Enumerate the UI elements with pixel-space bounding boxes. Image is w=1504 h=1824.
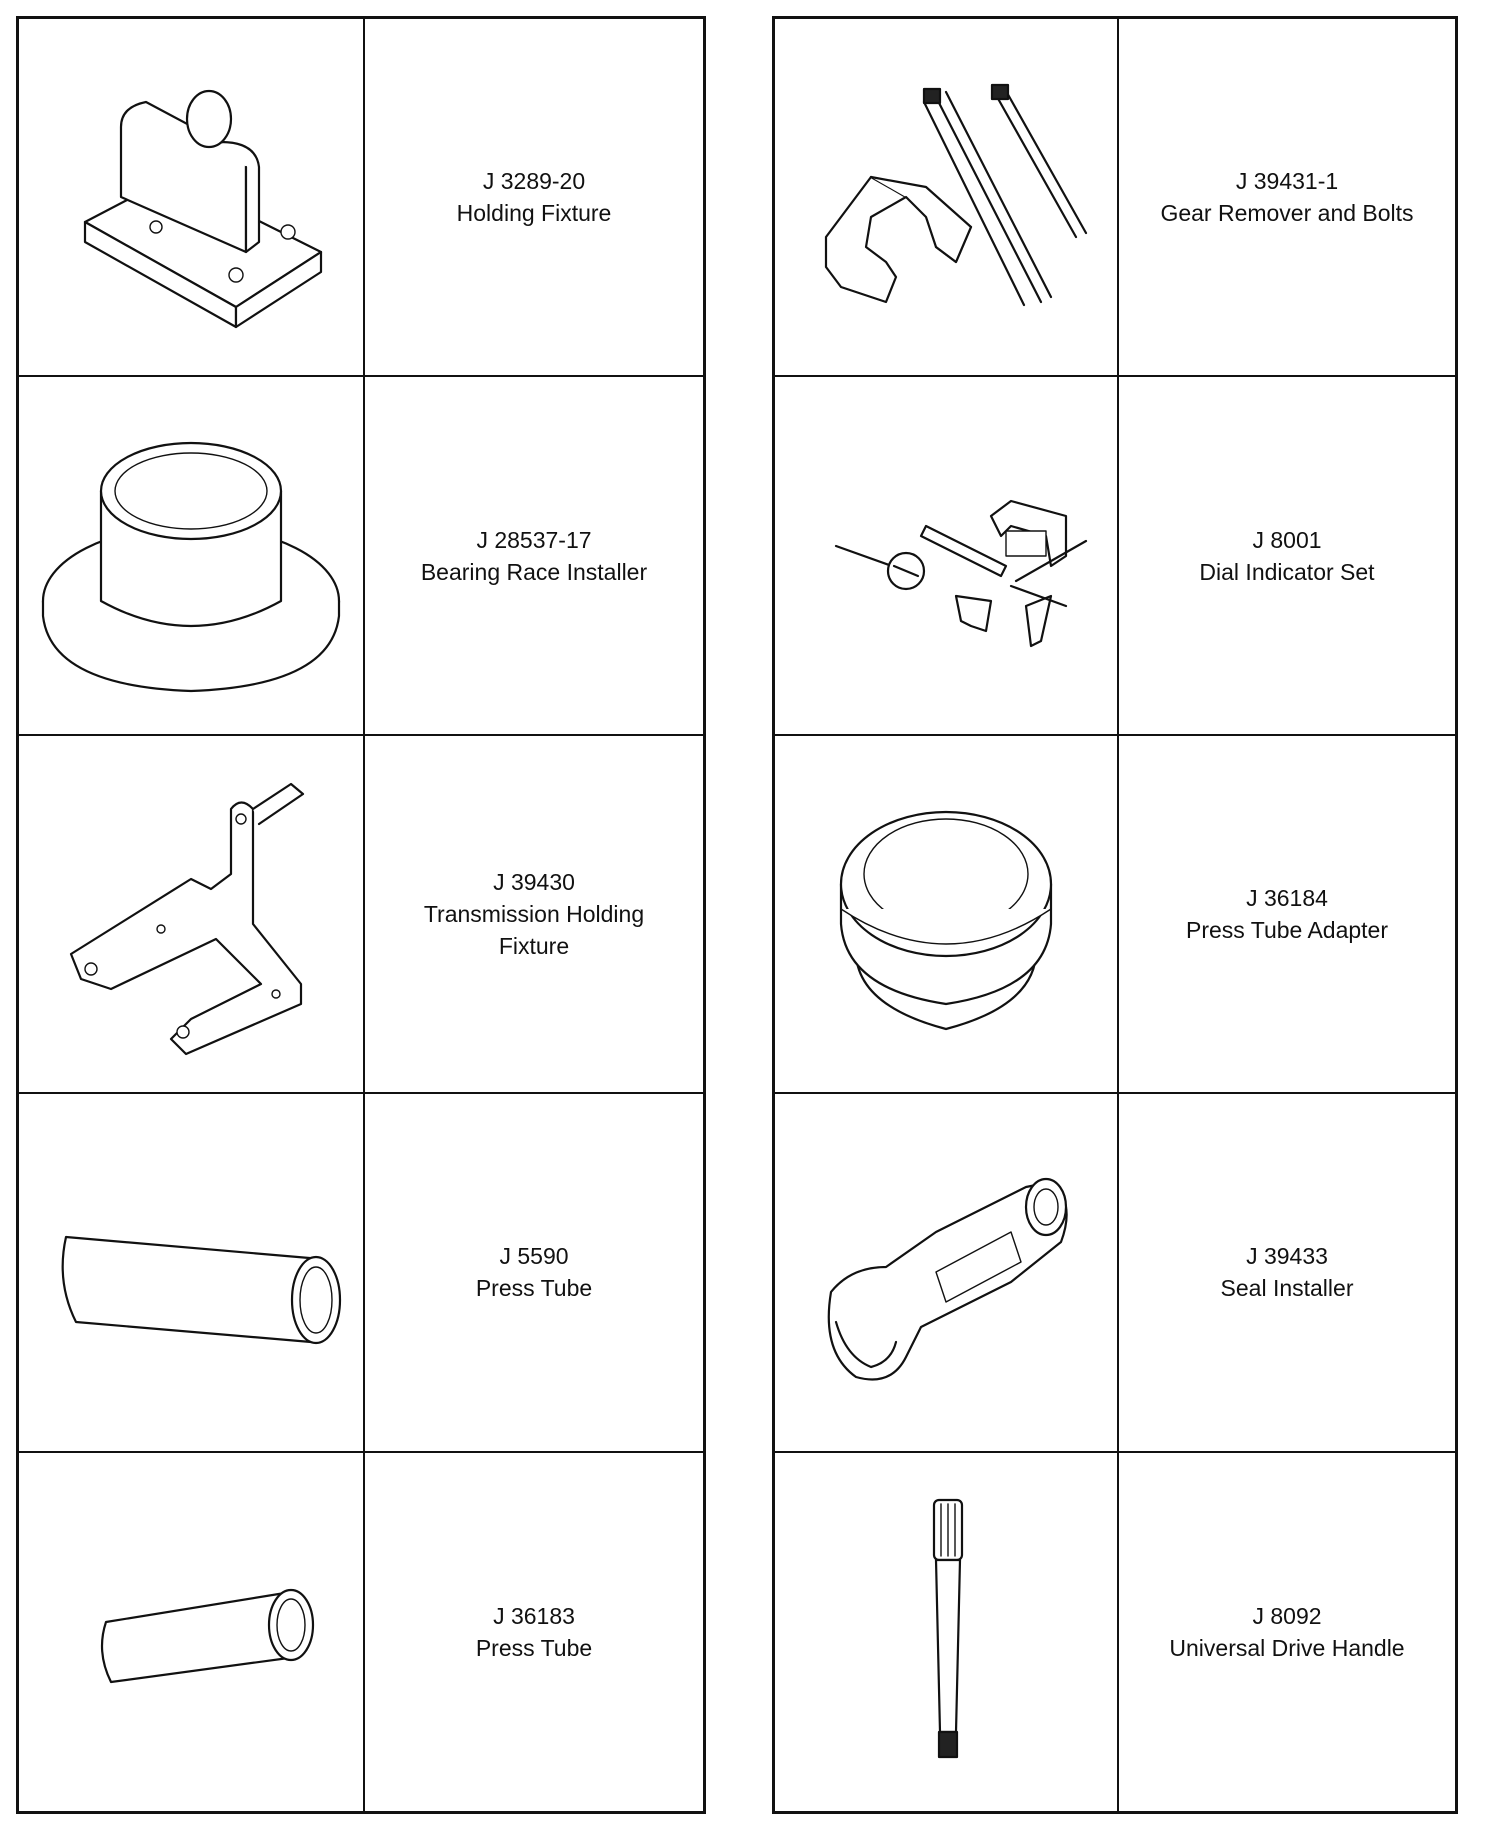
press-tube-adapter-icon bbox=[775, 736, 1119, 1094]
tool-number: J 39431-1 bbox=[1235, 168, 1339, 195]
tool-name: Press Tube bbox=[475, 1275, 593, 1302]
tool-name: Press Tube Adapter bbox=[1185, 916, 1388, 943]
holding-fixture-icon bbox=[19, 19, 365, 377]
press-tube-icon bbox=[19, 1094, 365, 1452]
tool-number: J 5590 bbox=[499, 1243, 569, 1270]
tool-number: J 39433 bbox=[1246, 1243, 1328, 1270]
tool-name: Holding Fixture bbox=[456, 200, 612, 227]
tool-label-cell bbox=[365, 1453, 703, 1811]
universal-drive-handle-icon bbox=[775, 1453, 1119, 1811]
tool-name: Seal Installer bbox=[1220, 1275, 1354, 1302]
press-tube-small-icon bbox=[19, 1453, 365, 1811]
bearing-race-installer-icon bbox=[19, 377, 365, 735]
gear-remover-icon bbox=[775, 19, 1119, 377]
tool-label-cell bbox=[1119, 1094, 1455, 1452]
tool-name: Bearing Race Installer bbox=[420, 558, 648, 585]
tool-number: J 8092 bbox=[1252, 1602, 1322, 1629]
tool-number: J 36183 bbox=[493, 1602, 575, 1629]
tool-name: Dial Indicator Set bbox=[1199, 558, 1375, 585]
tool-label-cell bbox=[365, 19, 703, 377]
tool-name: Press Tube bbox=[475, 1634, 593, 1661]
tool-name: Transmission Holding Fixture bbox=[423, 900, 645, 959]
special-tools-table-left bbox=[16, 16, 706, 1814]
tool-label-cell bbox=[365, 1094, 703, 1452]
transmission-holding-fixture-icon bbox=[19, 736, 365, 1094]
tool-number: J 39430 bbox=[493, 868, 575, 895]
tool-label-cell bbox=[1119, 19, 1455, 377]
special-tools-table-right bbox=[772, 16, 1458, 1814]
tool-label-cell bbox=[365, 736, 703, 1094]
tool-label-cell bbox=[1119, 1453, 1455, 1811]
tool-number: J 36184 bbox=[1246, 884, 1328, 911]
tool-label-cell bbox=[1119, 377, 1455, 735]
tool-number: J 3289-20 bbox=[482, 168, 586, 195]
tool-name: Universal Drive Handle bbox=[1169, 1634, 1405, 1661]
tool-number: J 28537-17 bbox=[476, 526, 592, 553]
tool-label-cell bbox=[365, 377, 703, 735]
tool-number: J 8001 bbox=[1252, 526, 1322, 553]
tool-label-cell bbox=[1119, 736, 1455, 1094]
tool-name: Gear Remover and Bolts bbox=[1160, 200, 1414, 227]
seal-installer-icon bbox=[775, 1094, 1119, 1452]
dial-indicator-set-icon bbox=[775, 377, 1119, 735]
